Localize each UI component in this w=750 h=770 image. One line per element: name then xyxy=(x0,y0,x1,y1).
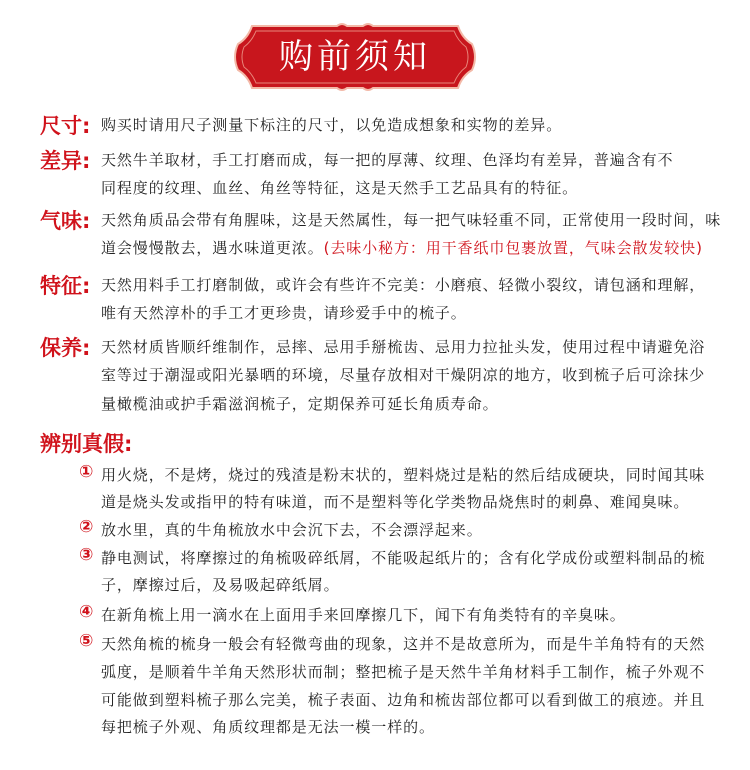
item-2-text-1: 放水里，真的牛角梳放水中会沉下去，不会漂浮起来。 xyxy=(101,521,483,539)
item-3-text-1: 静电测试，将摩擦过的角梳吸碎纸屑，不能吸起纸片的；含有化学成份或塑料制品的梳 xyxy=(101,549,706,567)
difference-text-2: 同程度的纹理、血丝、角丝等特征，这是天然手工艺品具有的特征。 xyxy=(101,179,579,197)
features-text-2: 唯有天然淳朴的手工才更珍贵，请珍爱手中的梳子。 xyxy=(101,304,467,322)
title-banner xyxy=(232,22,478,92)
care-text-3: 量橄榄油或护手霜滋润梳子，定期保养可延长角质寿命。 xyxy=(101,395,499,413)
smell-text-1: 天然角质品会带有角腥味，这是天然属性，每一把气味轻重不同，正常使用一段时间，味 xyxy=(101,211,722,229)
item-number-3: ③ xyxy=(79,545,94,565)
features-text-1: 天然用料手工打磨制做，或许会有些许不完美：小磨痕、轻微小裂纹，请包涵和理解， xyxy=(101,276,706,294)
authenticity-heading: 辨别真假: xyxy=(40,432,133,456)
size-text: 购买时请用尺子测量下标注的尺寸，以免造成想象和实物的差异。 xyxy=(101,116,563,134)
item-1-text-1: 用火烧，不是烤，烧过的残渣是粉末状的，塑料烧过是粘的然后结成硬块，同时闻其味 xyxy=(101,466,706,484)
item-number-1: ① xyxy=(79,462,94,482)
label-smell: 气味: xyxy=(40,209,91,233)
item-5-text-1: 天然角梳的梳身一般会有轻微弯曲的现象，这并不是故意所为，而是牛羊角特有的天然 xyxy=(101,635,706,653)
item-3-text-2: 子，摩擦过后，及易吸起碎纸屑。 xyxy=(101,576,340,594)
item-5-text-3: 可能做到塑料梳子那么完美，梳子表面、边角和梳齿部位都可以看到做工的痕迹。并且 xyxy=(101,691,706,709)
label-features: 特征: xyxy=(40,274,91,298)
label-size: 尺寸: xyxy=(40,114,91,138)
item-5-text-4: 每把梳子外观、角质纹理都是无法一模一样的。 xyxy=(101,718,435,736)
item-1-text-2: 道是烧头发或指甲的特有味道，而不是塑料等化学类物品烧焦时的刺鼻、难闻臭味。 xyxy=(101,493,690,511)
smell-tip: (去味小秘方：用干香纸巾包裹放置，气味会散发较快) xyxy=(323,239,703,257)
smell-text-2 xyxy=(101,237,703,258)
item-4-text-1: 在新角梳上用一滴水在上面用手来回摩擦几下，闻下有角类特有的辛臭味。 xyxy=(101,606,626,624)
smell-text-2-main: 道会慢慢散去，遇水味道更浓。 xyxy=(101,239,324,257)
difference-text-1: 天然牛羊取材，手工打磨而成，每一把的厚薄、纹理、色泽均有差异，普遍含有不 xyxy=(101,151,674,169)
item-number-2: ② xyxy=(79,517,94,537)
item-number-4: ④ xyxy=(79,602,94,622)
item-5-text-2: 弧度，是顺着牛羊角天然形状而制；整把梳子是天然牛羊角材料手工制作，梳子外观不 xyxy=(101,663,706,681)
label-care: 保养: xyxy=(40,336,91,360)
banner-title: 购前须知 xyxy=(279,37,431,77)
item-number-5: ⑤ xyxy=(79,631,94,651)
care-text-1: 天然材质皆顺纤维制作，忌摔、忌用手掰梳齿、忌用力拉扯头发，使用过程中请避免浴 xyxy=(101,338,706,356)
label-difference: 差异: xyxy=(40,149,91,173)
care-text-2: 室等过于潮湿或阳光暴晒的环境，尽量存放相对干燥阴凉的地方，收到梳子后可涂抹少 xyxy=(101,366,706,384)
